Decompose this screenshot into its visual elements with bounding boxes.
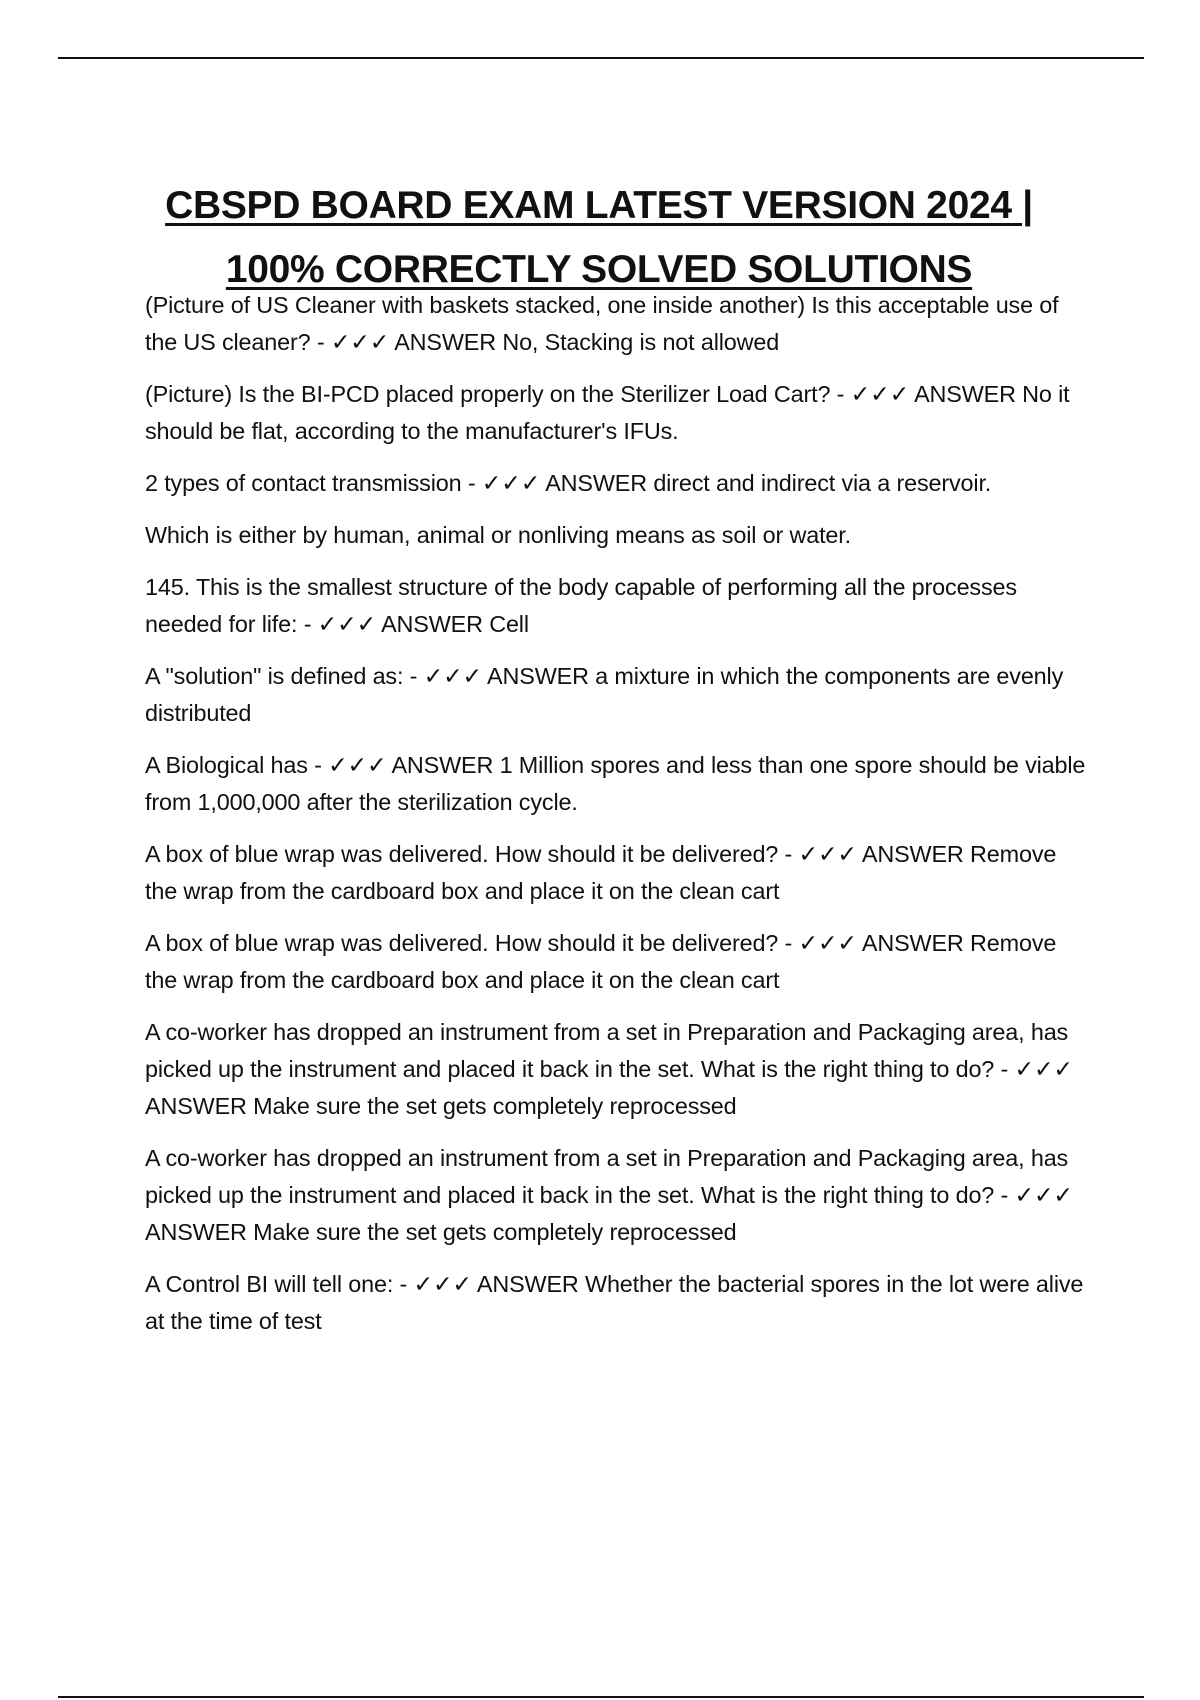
qa-item: (Picture) Is the BI-PCD placed properly on the Sterilizer Load Cart? - ✓✓✓ ANSWER No it should be flat, according to the manufacturer's IFUs.: [145, 381, 1070, 444]
qa-item: A box of blue wrap was delivered. How should it be delivered? - ✓✓✓ ANSWER Remove the wrap from the cardboard box and place it on the clean cart: [145, 930, 1057, 993]
qa-list: [145, 287, 1087, 1355]
qa-item: 145. This is the smallest structure of the body capable of performing all the processes needed for life: - ✓✓✓ ANSWER Cell: [145, 574, 1017, 637]
qa-item: A co-worker has dropped an instrument from a set in Preparation and Packaging area, has picked up the instrument and placed it back in the set. What is the right thing to do? - ✓✓✓ ANSWER Make sure the set gets completely reprocessed: [145, 1145, 1073, 1245]
qa-item: A co-worker has dropped an instrument from a set in Preparation and Packaging area, has picked up the instrument and placed it back in the set. What is the right thing to do? - ✓✓✓ ANSWER Make sure the set gets completely reprocessed: [145, 1019, 1073, 1119]
qa-item: (Picture of US Cleaner with baskets stacked, one inside another) Is this acceptable use of the US cleaner? - ✓✓✓ ANSWER No, Stacking is not allowed: [145, 292, 1059, 355]
qa-item: Which is either by human, animal or nonliving means as soil or water.: [145, 522, 851, 548]
qa-item: A "solution" is defined as: - ✓✓✓ ANSWER a mixture in which the components are evenly distributed: [145, 663, 1064, 726]
bottom-rule: [58, 1696, 1144, 1698]
qa-item: A box of blue wrap was delivered. How should it be delivered? - ✓✓✓ ANSWER Remove the wrap from the cardboard box and place it on the clean cart: [145, 841, 1057, 904]
qa-item: A Biological has - ✓✓✓ ANSWER 1 Million spores and less than one spore should be viable from 1,000,000 after the sterilization cycle.: [145, 752, 1086, 815]
page-title: [130, 174, 1068, 302]
qa-item: 2 types of contact transmission - ✓✓✓ ANSWER direct and indirect via a reservoir.: [145, 470, 992, 496]
title-line-2: 100% CORRECTLY SOLVED SOLUTIONS: [225, 248, 973, 292]
top-rule: [58, 57, 1144, 59]
qa-item: A Control BI will tell one: - ✓✓✓ ANSWER Whether the bacterial spores in the lot were alive at the time of test: [145, 1271, 1084, 1334]
title-line-1: CBSPD BOARD EXAM LATEST VERSION 2024 |: [165, 184, 1033, 228]
